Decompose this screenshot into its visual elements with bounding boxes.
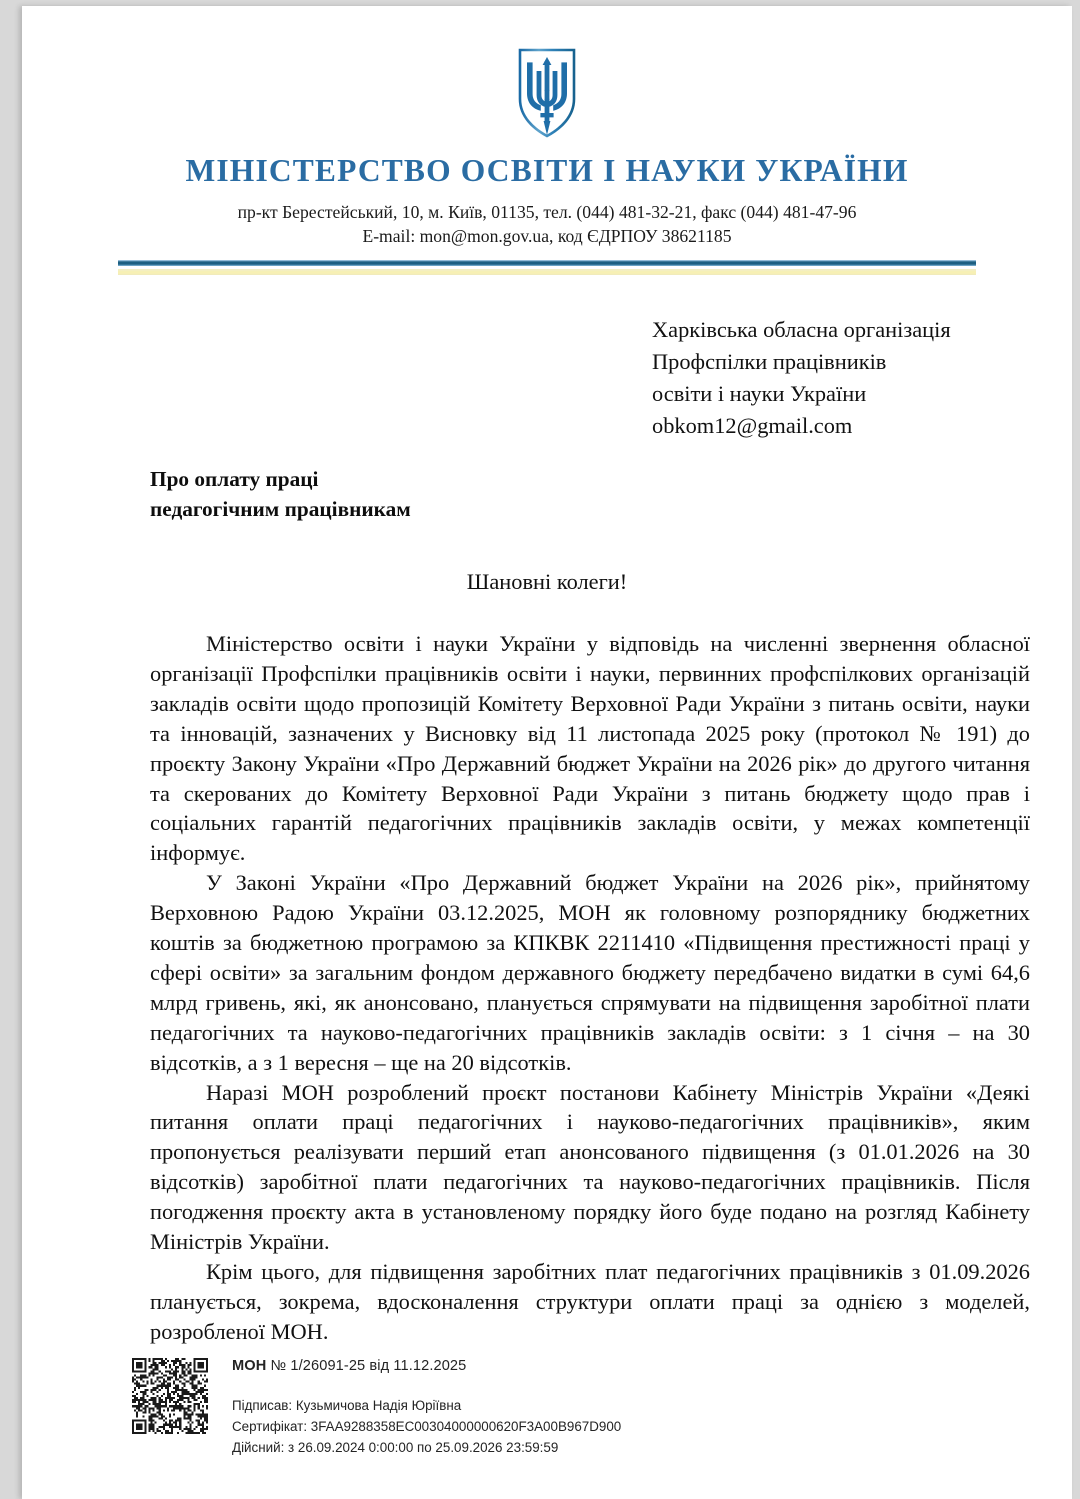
signature-details	[232, 1396, 621, 1458]
qr-code-icon	[132, 1358, 208, 1434]
ukraine-trident-coat-of-arms-icon	[516, 47, 578, 139]
addressee-line-sector: освіти і науки України	[652, 380, 867, 406]
validity-line: Дійсний: з 26.09.2024 0:00:00 по 25.09.2026 23:59:59	[232, 1439, 559, 1455]
document-number-prefix: МОН	[232, 1358, 267, 1374]
divider-yellow-bar	[118, 269, 976, 275]
contact-address-line: пр-кт Берестейський, 10, м. Київ, 01135, тел. (044) 481-32-21, факс (044) 481-47-96	[237, 202, 857, 222]
subject-line-2: педагогічним працівникам	[150, 497, 411, 522]
signed-by-line: Підписав: Кузьмичова Надія Юріївна	[232, 1398, 462, 1413]
subject-block	[150, 464, 1072, 525]
addressee-email: obkom12@gmail.com	[652, 412, 853, 438]
letter-body	[150, 629, 1030, 1347]
greeting: Шановні колеги!	[466, 568, 628, 594]
addressee-block	[652, 314, 1072, 442]
digital-signature-stamp	[132, 1358, 621, 1458]
body-paragraph: Міністерство освіти і науки України у відповідь на численні звернення обласної організації Профспілки працівників освіти і науки, первинних профспілкових організацій закладів освіти щодо пропозицій Комітету Верховної Ради України з питань освіти, науки та інновацій, зазначених у Висновку від 11 листопада 2025 року (протокол № 191) до проєкту Закону України «Про Державний бюджет України на 2026 рік» до другого читання та скерованих до Комітету Верховної Ради України з питань бюджету щодо прав і соціальних гарантій педагогічних працівників закладів освіти, у межах компетенції інформує.	[150, 630, 1030, 866]
contact-email-line: E-mail: mon@mon.gov.ua, код ЄДРПОУ 38621185	[362, 226, 732, 247]
subject-line-1: Про оплату праці	[150, 466, 319, 491]
document-number-value: № 1/26091-25 від 11.12.2025	[270, 1358, 467, 1374]
body-paragraph: Крім цього, для підвищення заробітних плат педагогічних працівників з 01.09.2026 планується, зокрема, вдосконалення структури оплати праці за однією з моделей, розробленої МОН.	[150, 1259, 1030, 1344]
signature-meta	[232, 1358, 621, 1458]
addressee-line-union: Профспілки працівників	[652, 348, 887, 374]
page-title: МІНІСТЕРСТВО ОСВІТИ І НАУКИ УКРАЇНИ	[185, 153, 909, 188]
contact-block	[22, 200, 1072, 249]
flag-divider	[118, 260, 976, 275]
body-paragraph: Наразі МОН розроблений проєкт постанови Кабінету Міністрів України «Деякі питання оплати праці педагогічних і науково-педагогічних працівників», яким пропонується реалізувати перший етап анонсованого підвищення (з 01.01.2026 на 30 відсотків) заробітної плати педагогічних та науково-педагогічних працівників. Після погодження проєкту акта в установленому порядку його буде подано на розгляд Кабінету Міністрів України.	[150, 1079, 1030, 1255]
certificate-line: Сертифікат: 3FAA9288358EC00304000000620F3A00B967D900	[232, 1418, 622, 1434]
document-page	[22, 6, 1072, 1499]
emblem-container	[22, 6, 1072, 139]
document-number-line	[232, 1358, 621, 1374]
body-paragraph: У Законі України «Про Державний бюджет України на 2026 рік», прийнятому Верховною Радою України 03.12.2025, МОН як головному розпоряднику бюджетних коштів за бюджетною програмою за КПКВК 2211410 «Підвищення престижності праці у сфері освіти» за загальним фондом державного бюджету передбачено видатки в сумі 64,6 млрд гривень, які, як анонсовано, планується спрямувати на підвищення заробітної плати педагогічних та науково-педагогічних працівників закладів освіти: з 1 січня – на 30 відсотків, а з 1 вересня – ще на 20 відсотків.	[150, 870, 1030, 1075]
addressee-line-organization: Харківська обласна організація	[652, 316, 951, 342]
